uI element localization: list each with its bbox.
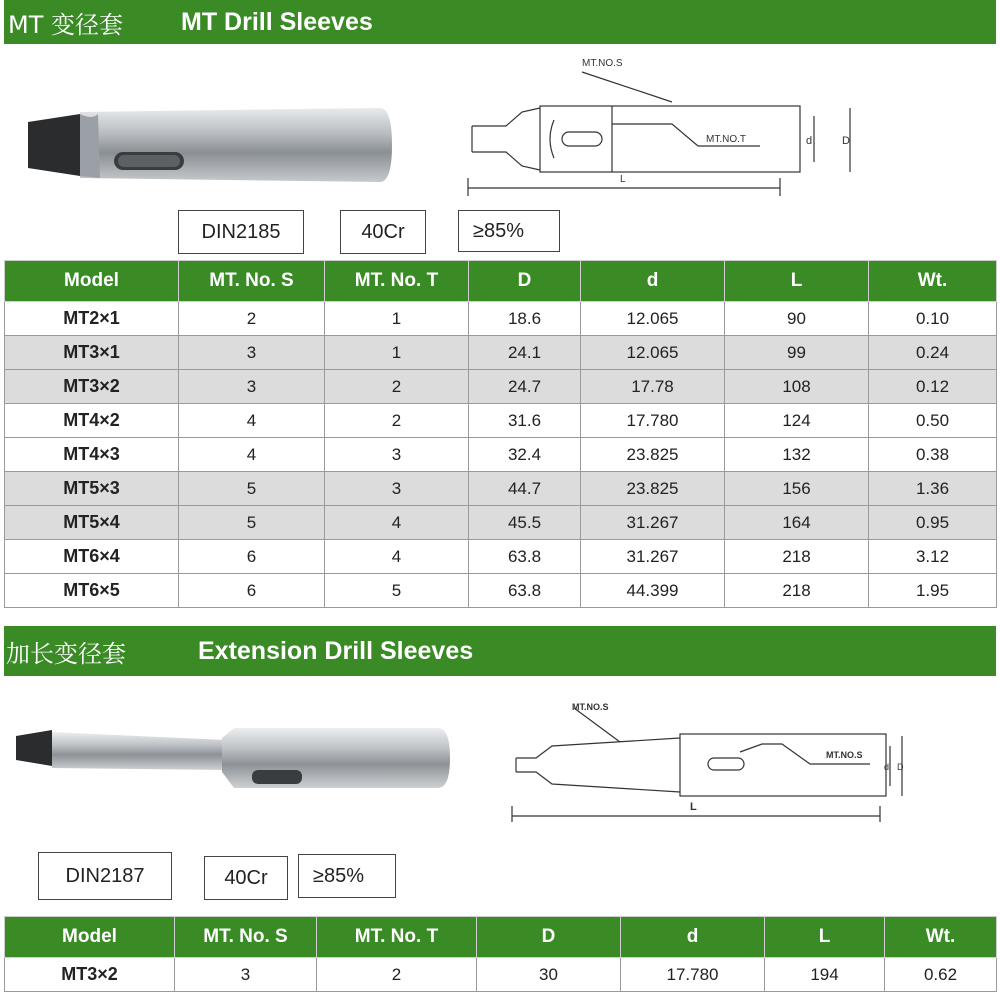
table-cell: 5 <box>179 472 325 506</box>
table-cell: 6 <box>179 540 325 574</box>
table-row <box>5 336 997 370</box>
drawing-label-d-large: D <box>897 762 904 772</box>
table-cell: 63.8 <box>469 574 581 608</box>
table-cell: 23.825 <box>581 438 725 472</box>
drawing-label-mt-s: MT.NO.S <box>572 702 609 712</box>
spec-box-standard: DIN2187 <box>38 852 172 900</box>
model-cell: MT2×1 <box>5 302 179 336</box>
column-header: MT. No. T <box>317 917 477 958</box>
section-title-cn: 加长变径套 <box>6 639 126 668</box>
table-cell: 0.10 <box>869 302 997 336</box>
technical-drawing-extension-sleeve <box>510 696 910 826</box>
table-cell: 1 <box>325 302 469 336</box>
table-cell: 99 <box>725 336 869 370</box>
table-header-row <box>5 261 997 302</box>
table-cell: 164 <box>725 506 869 540</box>
table-cell: 1 <box>325 336 469 370</box>
product-photo-extension-sleeve <box>12 718 452 798</box>
table-cell: 31.267 <box>581 506 725 540</box>
model-cell: MT5×3 <box>5 472 179 506</box>
table-cell: 3 <box>179 336 325 370</box>
spec-box-hardness: ≥85% <box>298 854 396 898</box>
table-cell: 44.7 <box>469 472 581 506</box>
table-row <box>5 438 997 472</box>
table-cell: 3 <box>325 438 469 472</box>
table-row <box>5 302 997 336</box>
table-cell: 4 <box>179 404 325 438</box>
model-cell: MT4×2 <box>5 404 179 438</box>
table-cell: 2 <box>325 370 469 404</box>
drawing-label-mt-t: MT.NO.T <box>706 134 746 145</box>
drawing-label-d-large: D <box>842 135 850 147</box>
table-cell: 218 <box>725 574 869 608</box>
table-cell: 0.12 <box>869 370 997 404</box>
column-header: MT. No. S <box>175 917 317 958</box>
table-cell: 2 <box>179 302 325 336</box>
table-cell: 30 <box>477 958 621 992</box>
section-banner-extension-drill-sleeves <box>4 626 996 676</box>
table-cell: 17.780 <box>621 958 765 992</box>
column-header: Model <box>5 261 179 302</box>
column-header: D <box>477 917 621 958</box>
table-cell: 0.50 <box>869 404 997 438</box>
drawing-label-d-small: d <box>806 135 813 147</box>
table-cell: 218 <box>725 540 869 574</box>
column-header: Model <box>5 917 175 958</box>
table-cell: 24.7 <box>469 370 581 404</box>
table-cell: 17.78 <box>581 370 725 404</box>
table-cell: 44.399 <box>581 574 725 608</box>
table-cell: 0.38 <box>869 438 997 472</box>
table-cell: 12.065 <box>581 302 725 336</box>
table-cell: 32.4 <box>469 438 581 472</box>
spec-box-material: 40Cr <box>340 210 426 254</box>
table-cell: 3 <box>179 370 325 404</box>
product-photo-drill-sleeve <box>20 100 400 190</box>
drawing-label-l: L <box>690 801 697 813</box>
drawing-label-l: L <box>620 174 626 185</box>
table-header-row <box>5 917 997 958</box>
column-header: d <box>621 917 765 958</box>
table-cell: 5 <box>179 506 325 540</box>
table-cell: 108 <box>725 370 869 404</box>
table-row <box>5 472 997 506</box>
table-cell: 3.12 <box>869 540 997 574</box>
table-cell: 6 <box>179 574 325 608</box>
table-cell: 45.5 <box>469 506 581 540</box>
model-cell: MT6×5 <box>5 574 179 608</box>
table-cell: 3 <box>325 472 469 506</box>
table-cell: 0.62 <box>885 958 997 992</box>
drawing-label-mt-s: MT.NO.S <box>582 58 623 69</box>
section-title-en: Extension Drill Sleeves <box>198 636 474 665</box>
table-row <box>5 506 997 540</box>
technical-drawing-drill-sleeve <box>462 50 862 200</box>
table-cell: 90 <box>725 302 869 336</box>
model-cell: MT6×4 <box>5 540 179 574</box>
column-header: L <box>725 261 869 302</box>
table-cell: 156 <box>725 472 869 506</box>
section-title-en: MT Drill Sleeves <box>181 7 373 36</box>
table-cell: 4 <box>325 540 469 574</box>
table-cell: 4 <box>179 438 325 472</box>
model-cell: MT4×3 <box>5 438 179 472</box>
table-row <box>5 404 997 438</box>
table-cell: 31.6 <box>469 404 581 438</box>
table-cell: 124 <box>725 404 869 438</box>
table-row <box>5 370 997 404</box>
table-cell: 1.36 <box>869 472 997 506</box>
table-cell: 18.6 <box>469 302 581 336</box>
model-cell: MT3×2 <box>5 370 179 404</box>
table-cell: 12.065 <box>581 336 725 370</box>
table-cell: 2 <box>325 404 469 438</box>
model-cell: MT5×4 <box>5 506 179 540</box>
column-header: Wt. <box>885 917 997 958</box>
table-cell: 132 <box>725 438 869 472</box>
table-cell: 63.8 <box>469 540 581 574</box>
table-cell: 0.24 <box>869 336 997 370</box>
section-title-cn: MT 变径套 <box>8 10 123 39</box>
table-cell: 5 <box>325 574 469 608</box>
table-row <box>5 958 997 992</box>
table-cell: 194 <box>765 958 885 992</box>
table-cell: 17.780 <box>581 404 725 438</box>
spec-box-material: 40Cr <box>204 856 288 900</box>
table-row <box>5 540 997 574</box>
table-cell: 3 <box>175 958 317 992</box>
table-cell: 0.95 <box>869 506 997 540</box>
table-cell: 23.825 <box>581 472 725 506</box>
column-header: MT. No. T <box>325 261 469 302</box>
table-cell: 31.267 <box>581 540 725 574</box>
section-banner-mt-drill-sleeves <box>4 0 996 44</box>
spec-box-hardness: ≥85% <box>458 210 560 252</box>
spec-table-extension-drill-sleeves <box>4 916 997 992</box>
column-header: L <box>765 917 885 958</box>
spec-table-mt-drill-sleeves <box>4 260 997 608</box>
column-header: d <box>581 261 725 302</box>
table-cell: 4 <box>325 506 469 540</box>
column-header: D <box>469 261 581 302</box>
drawing-label-mt-s-2: MT.NO.S <box>826 750 863 760</box>
table-cell: 1.95 <box>869 574 997 608</box>
model-cell: MT3×2 <box>5 958 175 992</box>
table-cell: 24.1 <box>469 336 581 370</box>
table-row <box>5 574 997 608</box>
column-header: Wt. <box>869 261 997 302</box>
drawing-label-d-small: d <box>884 762 890 772</box>
column-header: MT. No. S <box>179 261 325 302</box>
table-cell: 2 <box>317 958 477 992</box>
spec-box-standard: DIN2185 <box>178 210 304 254</box>
model-cell: MT3×1 <box>5 336 179 370</box>
